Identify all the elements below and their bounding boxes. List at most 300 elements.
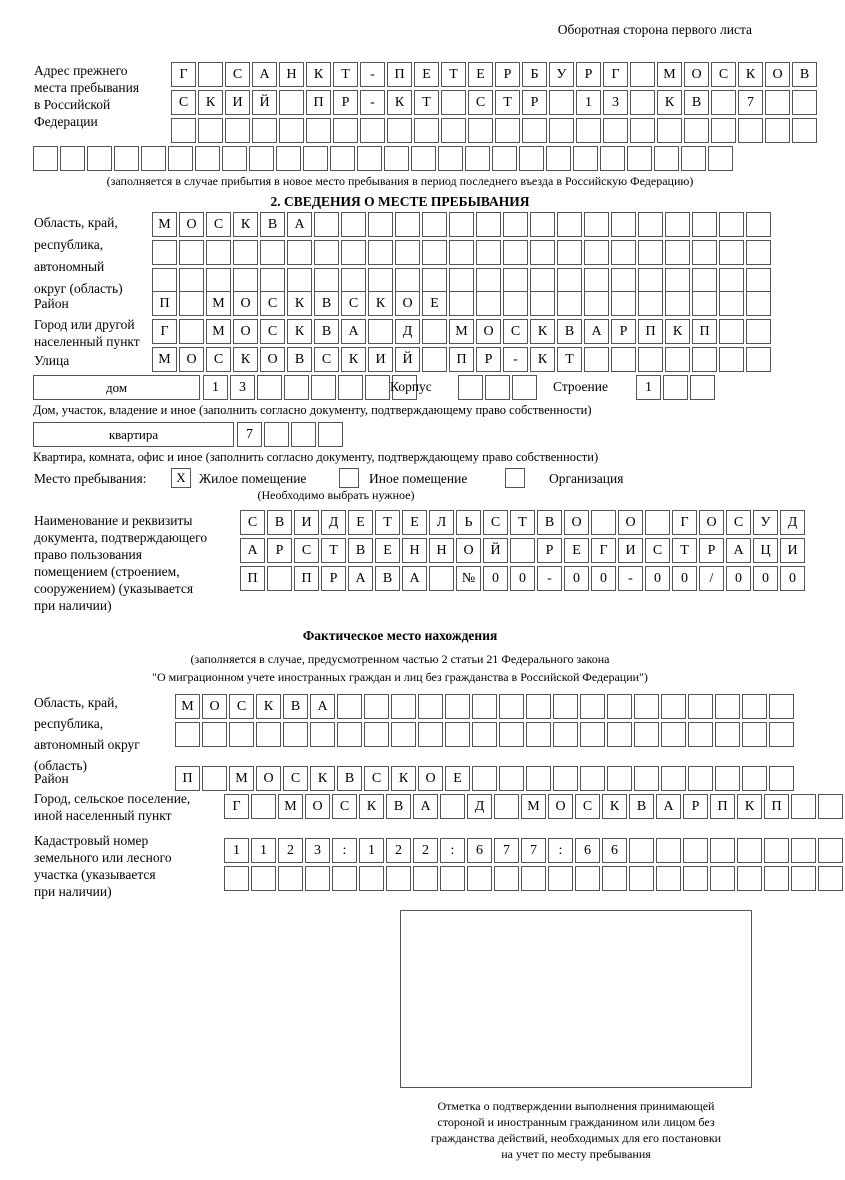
- char-cell[interactable]: [607, 722, 632, 747]
- char-cell[interactable]: К: [530, 347, 555, 372]
- char-cell[interactable]: С: [645, 538, 670, 563]
- char-cell[interactable]: [526, 766, 551, 791]
- char-cell[interactable]: [711, 118, 736, 143]
- char-cell[interactable]: [368, 240, 393, 265]
- char-cell[interactable]: В: [314, 319, 339, 344]
- char-cell[interactable]: 3: [305, 838, 330, 863]
- char-cell[interactable]: [737, 866, 762, 891]
- char-cell[interactable]: Л: [429, 510, 454, 535]
- char-cell[interactable]: [206, 268, 231, 293]
- char-cell[interactable]: [391, 722, 416, 747]
- char-cell[interactable]: [692, 240, 717, 265]
- char-cell[interactable]: [634, 694, 659, 719]
- char-cell[interactable]: Г: [224, 794, 249, 819]
- char-cell[interactable]: В: [629, 794, 654, 819]
- char-cell[interactable]: [530, 240, 555, 265]
- char-cell[interactable]: [60, 146, 85, 171]
- char-cell[interactable]: [719, 347, 744, 372]
- char-cell[interactable]: [429, 566, 454, 591]
- char-cell[interactable]: И: [294, 510, 319, 535]
- char-cell[interactable]: [341, 212, 366, 237]
- char-cell[interactable]: [573, 146, 598, 171]
- char-cell[interactable]: [764, 838, 789, 863]
- char-cell[interactable]: С: [206, 347, 231, 372]
- char-cell[interactable]: В: [386, 794, 411, 819]
- char-cell[interactable]: [458, 375, 483, 400]
- char-cell[interactable]: [683, 866, 708, 891]
- char-cell[interactable]: Т: [557, 347, 582, 372]
- char-cell[interactable]: [630, 62, 655, 87]
- char-cell[interactable]: Ь: [456, 510, 481, 535]
- char-cell[interactable]: Р: [522, 90, 547, 115]
- char-cell[interactable]: К: [233, 347, 258, 372]
- char-cell[interactable]: :: [548, 838, 573, 863]
- char-cell[interactable]: [422, 240, 447, 265]
- char-cell[interactable]: [769, 766, 794, 791]
- char-cell[interactable]: М: [206, 291, 231, 316]
- char-cell[interactable]: [332, 866, 357, 891]
- korpus-cells[interactable]: [458, 375, 539, 400]
- char-cell[interactable]: [711, 90, 736, 115]
- char-cell[interactable]: К: [657, 90, 682, 115]
- char-cell[interactable]: [656, 866, 681, 891]
- char-cell[interactable]: [557, 268, 582, 293]
- char-cell[interactable]: С: [260, 291, 285, 316]
- char-cell[interactable]: Е: [445, 766, 470, 791]
- char-cell[interactable]: [530, 268, 555, 293]
- char-cell[interactable]: А: [402, 566, 427, 591]
- char-cell[interactable]: [710, 866, 735, 891]
- char-cell[interactable]: [341, 268, 366, 293]
- char-cell[interactable]: [202, 766, 227, 791]
- char-cell[interactable]: У: [549, 62, 574, 87]
- char-cell[interactable]: [499, 722, 524, 747]
- char-cell[interactable]: [769, 722, 794, 747]
- char-cell[interactable]: [580, 694, 605, 719]
- char-cell[interactable]: [719, 268, 744, 293]
- char-cell[interactable]: [690, 375, 715, 400]
- char-cell[interactable]: [656, 838, 681, 863]
- char-cell[interactable]: [386, 866, 411, 891]
- char-cell[interactable]: Т: [321, 538, 346, 563]
- char-cell[interactable]: А: [413, 794, 438, 819]
- char-cell[interactable]: [591, 510, 616, 535]
- char-cell[interactable]: [503, 240, 528, 265]
- char-cell[interactable]: К: [359, 794, 384, 819]
- char-cell[interactable]: Т: [510, 510, 535, 535]
- char-cell[interactable]: [692, 291, 717, 316]
- char-cell[interactable]: [468, 118, 493, 143]
- char-cell[interactable]: [818, 794, 843, 819]
- char-cell[interactable]: [485, 375, 510, 400]
- char-cell[interactable]: [87, 146, 112, 171]
- char-cell[interactable]: О: [260, 347, 285, 372]
- char-cell[interactable]: [368, 212, 393, 237]
- char-cell[interactable]: 0: [726, 566, 751, 591]
- char-cell[interactable]: №: [456, 566, 481, 591]
- char-cell[interactable]: М: [152, 212, 177, 237]
- char-cell[interactable]: [657, 118, 682, 143]
- char-cell[interactable]: Г: [603, 62, 628, 87]
- char-cell[interactable]: [665, 291, 690, 316]
- char-cell[interactable]: [252, 118, 277, 143]
- char-cell[interactable]: [198, 62, 223, 87]
- char-cell[interactable]: [264, 422, 289, 447]
- char-cell[interactable]: В: [267, 510, 292, 535]
- char-cell[interactable]: [503, 212, 528, 237]
- char-cell[interactable]: [503, 268, 528, 293]
- char-cell[interactable]: [746, 268, 771, 293]
- char-cell[interactable]: В: [260, 212, 285, 237]
- char-cell[interactable]: [791, 794, 816, 819]
- char-cell[interactable]: Г: [171, 62, 196, 87]
- street-row[interactable]: [152, 347, 773, 372]
- char-cell[interactable]: [365, 375, 390, 400]
- stay-type-checkbox-0[interactable]: X: [171, 468, 191, 488]
- char-cell[interactable]: [688, 694, 713, 719]
- char-cell[interactable]: Ц: [753, 538, 778, 563]
- char-cell[interactable]: [445, 694, 470, 719]
- char-cell[interactable]: С: [206, 212, 231, 237]
- char-cell[interactable]: -: [537, 566, 562, 591]
- char-cell[interactable]: С: [468, 90, 493, 115]
- char-cell[interactable]: Р: [699, 538, 724, 563]
- char-cell[interactable]: [179, 240, 204, 265]
- char-cell[interactable]: [449, 268, 474, 293]
- char-cell[interactable]: [575, 866, 600, 891]
- char-cell[interactable]: [441, 90, 466, 115]
- char-cell[interactable]: [257, 375, 282, 400]
- char-cell[interactable]: О: [418, 766, 443, 791]
- actual-region-row-2[interactable]: [175, 722, 796, 747]
- char-cell[interactable]: [467, 866, 492, 891]
- char-cell[interactable]: [611, 291, 636, 316]
- char-cell[interactable]: [495, 118, 520, 143]
- char-cell[interactable]: [314, 268, 339, 293]
- char-cell[interactable]: /: [699, 566, 724, 591]
- char-cell[interactable]: [337, 722, 362, 747]
- char-cell[interactable]: [305, 866, 330, 891]
- actual-region-row-1[interactable]: [175, 694, 796, 719]
- char-cell[interactable]: К: [341, 347, 366, 372]
- char-cell[interactable]: [638, 240, 663, 265]
- char-cell[interactable]: В: [283, 694, 308, 719]
- char-cell[interactable]: [765, 90, 790, 115]
- char-cell[interactable]: Е: [468, 62, 493, 87]
- char-cell[interactable]: М: [657, 62, 682, 87]
- char-cell[interactable]: М: [521, 794, 546, 819]
- region-row-3[interactable]: [152, 268, 773, 293]
- char-cell[interactable]: [492, 146, 517, 171]
- char-cell[interactable]: [198, 118, 223, 143]
- char-cell[interactable]: -: [360, 62, 385, 87]
- char-cell[interactable]: [333, 118, 358, 143]
- char-cell[interactable]: [440, 866, 465, 891]
- char-cell[interactable]: [330, 146, 355, 171]
- char-cell[interactable]: П: [152, 291, 177, 316]
- char-cell[interactable]: [314, 240, 339, 265]
- char-cell[interactable]: [449, 240, 474, 265]
- char-cell[interactable]: М: [152, 347, 177, 372]
- char-cell[interactable]: А: [252, 62, 277, 87]
- char-cell[interactable]: О: [305, 794, 330, 819]
- char-cell[interactable]: О: [179, 347, 204, 372]
- char-cell[interactable]: 0: [672, 566, 697, 591]
- char-cell[interactable]: [476, 212, 501, 237]
- char-cell[interactable]: [737, 838, 762, 863]
- char-cell[interactable]: [607, 766, 632, 791]
- char-cell[interactable]: 0: [510, 566, 535, 591]
- char-cell[interactable]: [708, 146, 733, 171]
- char-cell[interactable]: [449, 291, 474, 316]
- char-cell[interactable]: [206, 240, 231, 265]
- char-cell[interactable]: [629, 838, 654, 863]
- char-cell[interactable]: С: [283, 766, 308, 791]
- char-cell[interactable]: Й: [252, 90, 277, 115]
- char-cell[interactable]: П: [692, 319, 717, 344]
- char-cell[interactable]: [665, 268, 690, 293]
- char-cell[interactable]: [742, 766, 767, 791]
- char-cell[interactable]: [476, 291, 501, 316]
- char-cell[interactable]: [251, 866, 276, 891]
- stay-type-checkbox-1[interactable]: [339, 468, 359, 488]
- char-cell[interactable]: В: [792, 62, 817, 87]
- char-cell[interactable]: [557, 240, 582, 265]
- char-cell[interactable]: [769, 694, 794, 719]
- char-cell[interactable]: 1: [636, 375, 661, 400]
- char-cell[interactable]: [602, 866, 627, 891]
- char-cell[interactable]: Е: [564, 538, 589, 563]
- char-cell[interactable]: [303, 146, 328, 171]
- char-cell[interactable]: О: [233, 319, 258, 344]
- char-cell[interactable]: 7: [494, 838, 519, 863]
- char-cell[interactable]: С: [483, 510, 508, 535]
- char-cell[interactable]: К: [198, 90, 223, 115]
- char-cell[interactable]: 1: [359, 838, 384, 863]
- char-cell[interactable]: 1: [224, 838, 249, 863]
- char-cell[interactable]: [526, 694, 551, 719]
- char-cell[interactable]: [719, 240, 744, 265]
- char-cell[interactable]: А: [348, 566, 373, 591]
- char-cell[interactable]: А: [287, 212, 312, 237]
- char-cell[interactable]: [742, 722, 767, 747]
- char-cell[interactable]: М: [449, 319, 474, 344]
- char-cell[interactable]: [337, 694, 362, 719]
- char-cell[interactable]: Д: [780, 510, 805, 535]
- char-cell[interactable]: [638, 212, 663, 237]
- char-cell[interactable]: Д: [395, 319, 420, 344]
- char-cell[interactable]: [764, 866, 789, 891]
- char-cell[interactable]: [267, 566, 292, 591]
- prev-address-row-1[interactable]: [171, 62, 819, 87]
- char-cell[interactable]: [688, 766, 713, 791]
- char-cell[interactable]: О: [548, 794, 573, 819]
- char-cell[interactable]: [387, 118, 412, 143]
- char-cell[interactable]: 0: [483, 566, 508, 591]
- char-cell[interactable]: [584, 268, 609, 293]
- char-cell[interactable]: Й: [483, 538, 508, 563]
- char-cell[interactable]: 1: [576, 90, 601, 115]
- char-cell[interactable]: [314, 212, 339, 237]
- char-cell[interactable]: К: [530, 319, 555, 344]
- char-cell[interactable]: Р: [683, 794, 708, 819]
- char-cell[interactable]: Т: [375, 510, 400, 535]
- char-cell[interactable]: А: [656, 794, 681, 819]
- char-cell[interactable]: Т: [495, 90, 520, 115]
- char-cell[interactable]: Е: [422, 291, 447, 316]
- district-row[interactable]: [152, 291, 773, 316]
- char-cell[interactable]: [665, 347, 690, 372]
- char-cell[interactable]: [746, 319, 771, 344]
- char-cell[interactable]: С: [332, 794, 357, 819]
- char-cell[interactable]: [341, 240, 366, 265]
- char-cell[interactable]: А: [584, 319, 609, 344]
- char-cell[interactable]: К: [310, 766, 335, 791]
- char-cell[interactable]: В: [337, 766, 362, 791]
- char-cell[interactable]: С: [229, 694, 254, 719]
- char-cell[interactable]: Б: [522, 62, 547, 87]
- char-cell[interactable]: Й: [395, 347, 420, 372]
- char-cell[interactable]: [318, 422, 343, 447]
- char-cell[interactable]: О: [456, 538, 481, 563]
- char-cell[interactable]: [472, 766, 497, 791]
- flat-cells[interactable]: [237, 422, 345, 447]
- char-cell[interactable]: [663, 375, 688, 400]
- char-cell[interactable]: [179, 268, 204, 293]
- char-cell[interactable]: [260, 268, 285, 293]
- char-cell[interactable]: [692, 268, 717, 293]
- char-cell[interactable]: [224, 866, 249, 891]
- char-cell[interactable]: [179, 319, 204, 344]
- char-cell[interactable]: [418, 722, 443, 747]
- char-cell[interactable]: 1: [203, 375, 228, 400]
- char-cell[interactable]: [688, 722, 713, 747]
- char-cell[interactable]: В: [348, 538, 373, 563]
- char-cell[interactable]: [278, 866, 303, 891]
- char-cell[interactable]: [576, 118, 601, 143]
- char-cell[interactable]: Р: [476, 347, 501, 372]
- char-cell[interactable]: Н: [402, 538, 427, 563]
- char-cell[interactable]: Н: [279, 62, 304, 87]
- char-cell[interactable]: [445, 722, 470, 747]
- char-cell[interactable]: [33, 146, 58, 171]
- char-cell[interactable]: [291, 422, 316, 447]
- char-cell[interactable]: А: [726, 538, 751, 563]
- char-cell[interactable]: [553, 722, 578, 747]
- char-cell[interactable]: [152, 240, 177, 265]
- char-cell[interactable]: [233, 268, 258, 293]
- char-cell[interactable]: [818, 866, 843, 891]
- char-cell[interactable]: П: [764, 794, 789, 819]
- char-cell[interactable]: [251, 794, 276, 819]
- char-cell[interactable]: П: [710, 794, 735, 819]
- char-cell[interactable]: [287, 240, 312, 265]
- char-cell[interactable]: У: [753, 510, 778, 535]
- char-cell[interactable]: [503, 291, 528, 316]
- char-cell[interactable]: [526, 722, 551, 747]
- char-cell[interactable]: [494, 794, 519, 819]
- char-cell[interactable]: Г: [591, 538, 616, 563]
- char-cell[interactable]: С: [503, 319, 528, 344]
- char-cell[interactable]: [738, 118, 763, 143]
- char-cell[interactable]: М: [206, 319, 231, 344]
- char-cell[interactable]: [229, 722, 254, 747]
- char-cell[interactable]: С: [341, 291, 366, 316]
- char-cell[interactable]: С: [240, 510, 265, 535]
- char-cell[interactable]: [391, 694, 416, 719]
- char-cell[interactable]: И: [780, 538, 805, 563]
- char-cell[interactable]: О: [765, 62, 790, 87]
- prev-address-row-2[interactable]: [171, 90, 819, 115]
- char-cell[interactable]: [584, 291, 609, 316]
- char-cell[interactable]: [683, 838, 708, 863]
- char-cell[interactable]: [530, 212, 555, 237]
- char-cell[interactable]: Р: [576, 62, 601, 87]
- char-cell[interactable]: С: [294, 538, 319, 563]
- char-cell[interactable]: 7: [521, 838, 546, 863]
- char-cell[interactable]: [634, 722, 659, 747]
- char-cell[interactable]: [276, 146, 301, 171]
- char-cell[interactable]: [818, 838, 843, 863]
- stay-type-checkbox-2[interactable]: [505, 468, 525, 488]
- char-cell[interactable]: [368, 319, 393, 344]
- char-cell[interactable]: 6: [467, 838, 492, 863]
- char-cell[interactable]: [364, 722, 389, 747]
- char-cell[interactable]: [519, 146, 544, 171]
- char-cell[interactable]: С: [711, 62, 736, 87]
- char-cell[interactable]: [440, 794, 465, 819]
- char-cell[interactable]: [765, 118, 790, 143]
- char-cell[interactable]: [692, 347, 717, 372]
- char-cell[interactable]: :: [440, 838, 465, 863]
- char-cell[interactable]: 3: [603, 90, 628, 115]
- char-cell[interactable]: 6: [575, 838, 600, 863]
- char-cell[interactable]: С: [260, 319, 285, 344]
- char-cell[interactable]: [476, 240, 501, 265]
- char-cell[interactable]: 1: [251, 838, 276, 863]
- char-cell[interactable]: [338, 375, 363, 400]
- char-cell[interactable]: 0: [753, 566, 778, 591]
- char-cell[interactable]: [168, 146, 193, 171]
- char-cell[interactable]: [645, 510, 670, 535]
- char-cell[interactable]: [584, 212, 609, 237]
- char-cell[interactable]: -: [618, 566, 643, 591]
- char-cell[interactable]: [546, 146, 571, 171]
- char-cell[interactable]: [580, 722, 605, 747]
- char-cell[interactable]: С: [364, 766, 389, 791]
- char-cell[interactable]: [368, 268, 393, 293]
- char-cell[interactable]: [287, 268, 312, 293]
- char-cell[interactable]: [422, 347, 447, 372]
- char-cell[interactable]: [665, 240, 690, 265]
- char-cell[interactable]: [260, 240, 285, 265]
- char-cell[interactable]: 0: [780, 566, 805, 591]
- char-cell[interactable]: Р: [537, 538, 562, 563]
- char-cell[interactable]: [256, 722, 281, 747]
- char-cell[interactable]: К: [738, 62, 763, 87]
- char-cell[interactable]: [715, 722, 740, 747]
- char-cell[interactable]: [584, 240, 609, 265]
- char-cell[interactable]: [175, 722, 200, 747]
- char-cell[interactable]: [141, 146, 166, 171]
- char-cell[interactable]: [665, 212, 690, 237]
- char-cell[interactable]: В: [375, 566, 400, 591]
- char-cell[interactable]: С: [225, 62, 250, 87]
- doc-row-1[interactable]: [240, 510, 807, 535]
- char-cell[interactable]: 2: [278, 838, 303, 863]
- char-cell[interactable]: [611, 347, 636, 372]
- char-cell[interactable]: В: [684, 90, 709, 115]
